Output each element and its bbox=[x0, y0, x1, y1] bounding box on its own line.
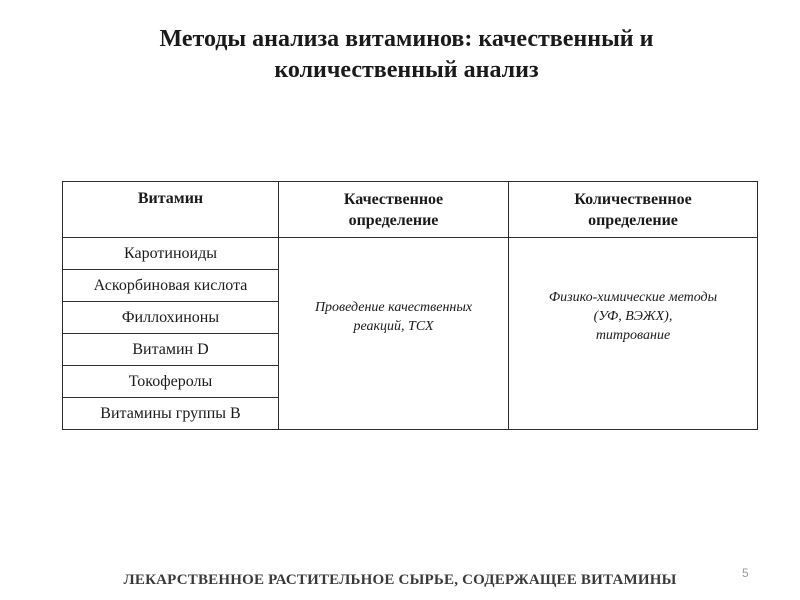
header-quantitative-line-1: Количественное bbox=[574, 190, 692, 208]
header-quantitative-line-2: определение bbox=[588, 211, 678, 229]
slide-title-line-1: Методы анализа витаминов: качественный и bbox=[159, 26, 654, 52]
qualitative-method-line-1: Проведение качественных bbox=[314, 299, 473, 315]
quantitative-method-line-2: (УФ, ВЭЖХ), bbox=[593, 309, 673, 324]
header-vitamin bbox=[63, 182, 279, 238]
quantitative-method-cell bbox=[509, 238, 758, 430]
vitamin-name-cell: Каротиноиды bbox=[63, 238, 279, 270]
vitamin-name-cell: Токоферолы bbox=[63, 366, 279, 398]
qualitative-method-line-2: реакций, ТСХ bbox=[353, 318, 434, 334]
header-qualitative bbox=[279, 182, 509, 238]
header-quantitative bbox=[509, 182, 758, 238]
header-qualitative-line-2: определение bbox=[348, 211, 439, 229]
table-header-row bbox=[63, 182, 758, 238]
slide-footer: ЛЕКАРСТВЕННОЕ РАСТИТЕЛЬНОЕ СЫРЬЕ, СОДЕРЖАЩЕЕ ВИТАМИНЫ bbox=[123, 572, 677, 588]
table-row bbox=[63, 238, 758, 270]
vitamin-name-cell: Витамин D bbox=[63, 334, 279, 366]
quantitative-method-line-1: Физико-химические методы bbox=[548, 290, 718, 305]
vitamin-name-cell: Витамины группы B bbox=[63, 398, 279, 430]
slide-title bbox=[60, 24, 753, 86]
header-qualitative-line-1: Качественное bbox=[343, 190, 444, 208]
header-vitamin-label: Витамин bbox=[137, 190, 204, 207]
qualitative-method-cell bbox=[279, 238, 509, 430]
page-number: 5 bbox=[742, 566, 749, 580]
slide-title-line-2: количественный анализ bbox=[274, 57, 539, 83]
vitamin-name-cell: Аскорбиновая кислота bbox=[63, 270, 279, 302]
vitamin-analysis-table bbox=[62, 181, 758, 430]
quantitative-method-line-3: титрование bbox=[595, 328, 671, 343]
vitamin-name-cell: Филлохиноны bbox=[63, 302, 279, 334]
